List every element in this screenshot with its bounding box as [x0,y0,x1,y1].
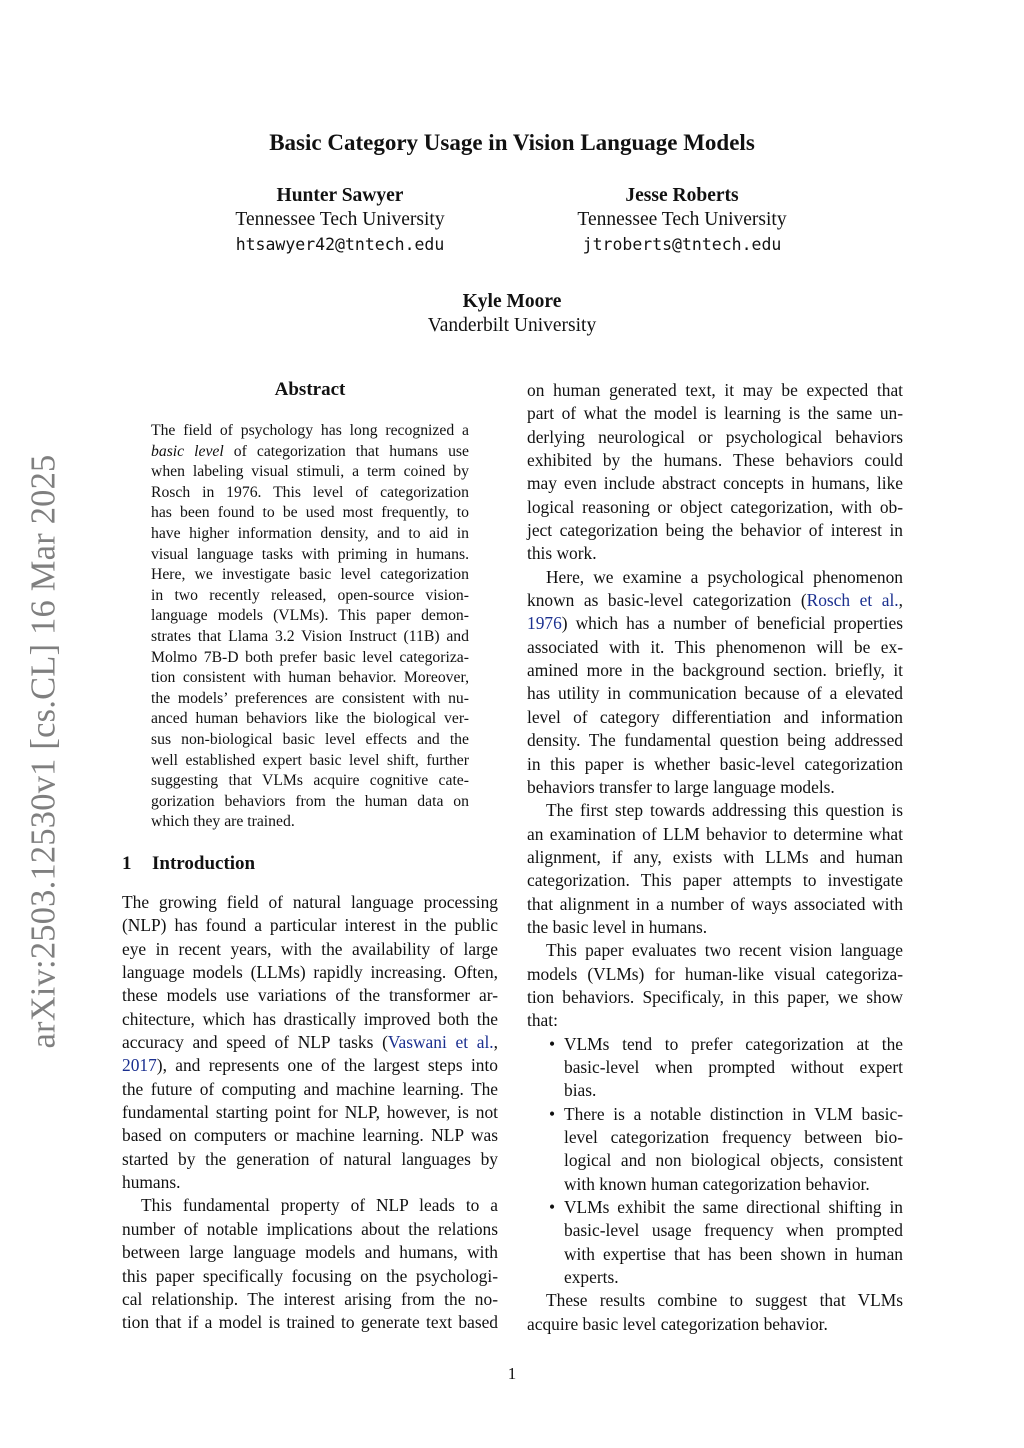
bullet-item [527,1103,903,1126]
citation-link[interactable]: Vaswani et al. [387,1032,494,1053]
abstract-line: visual language tasks with priming in humans. [151,545,469,563]
abstract-line: has been found to be used most frequently, to [151,504,469,522]
body-line: This fundamental property of NLP leads to a [141,1195,498,1216]
abstract-line: Here, we investigate basic level categorization [151,566,469,584]
abstract-emphasis: basic level [151,442,224,460]
abstract-line: anced human behaviors like the biological ver- [151,710,469,728]
paper-title: Basic Category Usage in Vision Language Models [269,130,755,155]
right-column [527,379,903,1336]
author-block [532,184,832,258]
author-name: Jesse Roberts [625,185,739,206]
abstract-line: language models (VLMs). This paper demon- [151,607,469,625]
page-number: 1 [507,1364,517,1383]
body-line: alignment, if any, exists with LLMs and human [527,846,903,867]
citation-link[interactable]: 1976 [527,613,562,634]
abstract-line: gorization behaviors from the human data on [151,792,469,810]
body-line: cal relationship. The interest arising from the no- [122,1288,498,1309]
body-line [122,1054,498,1077]
body-line: level of category differentiation and information [527,706,903,727]
body-line: on human generated text, it may be expected that [527,380,903,400]
body-line: exhibited by the humans. These behaviors could [527,450,903,471]
body-line: logical reasoning or object categorization, with ob- [527,496,903,517]
body-text: ), and represents one of the largest steps into [156,1055,498,1076]
body-line: the future of computing and machine learning. The [122,1078,498,1099]
bullet-marker: • [549,1197,556,1218]
bullet-line: basic-level when prompted without expert [564,1056,903,1077]
author-block [362,290,662,338]
bullet-line: with known human categorization behavior. [564,1173,870,1194]
abstract-line: Molmo 7B-D both prefer basic level categoriza- [151,648,469,666]
body-line: derlying neurological or psychological behaviors [527,426,903,447]
body-line: number of notable implications about the relations [122,1218,498,1239]
body-line: Here, we examine a psychological phenomenon [546,566,903,587]
body-line: that: [527,1010,558,1031]
body-line: associated with it. This phenomenon will be ex- [527,636,903,657]
body-line: These results combine to suggest that VLMs [546,1290,903,1311]
body-line: an examination of LLM behavior to determine what [527,823,903,844]
body-line: this work. [527,543,597,564]
abstract-line: which they are trained. [151,813,295,831]
body-line: this paper specifically focusing on the psychologi- [122,1265,498,1286]
abstract-line: sus non-biological basic level effects and the [151,730,469,748]
body-line: has utility in communication because of a elevated [527,683,903,704]
bullet-line: experts. [564,1267,619,1288]
body-line: The first step towards addressing this question is [546,800,903,821]
author-name: Hunter Sawyer [276,185,404,206]
arxiv-stamp [8,448,80,1054]
body-line: ject categorization being the behavior of interest in [527,520,903,541]
bullet-text: VLMs tend to prefer categorization at the [564,1033,903,1054]
bullet-text: VLMs exhibit the same directional shifting in [564,1197,903,1218]
bullet-line: level categorization frequency between bio- [564,1127,903,1147]
author-affiliation: Tennessee Tech University [577,209,787,230]
body-line: density. The fundamental question being addressed [527,730,903,751]
abstract-heading: Abstract [274,379,346,400]
body-line: may even include abstract concepts in humans, like [527,473,903,494]
body-line: chitecture, which has drastically improved both the [122,1008,498,1029]
abstract-line: in two recently released, open-source vision- [151,586,469,604]
body-line: This paper evaluates two recent vision language [546,940,903,961]
abstract-line: the models’ preferences are consistent with nu- [151,689,469,707]
abstract-line: tion consistent with human behavior. Moreover, [151,669,469,687]
body-text: , [493,1032,498,1053]
bullet-item [527,1196,903,1219]
arxiv-identifier[interactable]: arXiv:2503.12530v1 [cs.CL] 16 Mar 2025 [24,453,63,1049]
body-line [527,589,903,612]
section-number: 1 [122,853,132,874]
citation-link[interactable]: Rosch et al. [806,590,899,611]
bullet-line: basic-level usage frequency when prompted [564,1220,903,1241]
body-line: The growing field of natural language processing [122,892,498,912]
body-line: categorization. This paper attempts to investigate [527,870,903,891]
body-line [122,1031,498,1054]
bullet-line: bias. [564,1080,597,1101]
abstract-line [151,442,469,463]
abstract-line: suggesting that VLMs acquire cognitive cate- [151,772,469,790]
body-text: accuracy and speed of NLP tasks ( [122,1032,388,1053]
author-name: Kyle Moore [462,291,562,312]
body-line: based on computers or machine learning. NLP was [122,1125,498,1146]
abstract-line: The field of psychology has long recognized a [151,422,469,439]
bullet-marker: • [549,1103,556,1124]
abstract-line: well established expert basic level shift, further [151,751,469,769]
body-line: started by the generation of natural languages by [122,1148,498,1169]
section-heading-introduction [122,853,502,875]
body-line: language models (LLMs) rapidly increasing. Often, [122,962,498,983]
body-line: (NLP) has found a particular interest in the public [122,915,498,936]
body-line: tion that if a model is trained to generate text based [122,1312,498,1333]
author-affiliation: Tennessee Tech University [235,209,445,230]
bullet-marker: • [549,1033,556,1054]
body-line: in this paper is whether basic-level categorization [527,753,903,774]
body-text: , [898,590,904,611]
abstract-body [151,421,469,833]
body-line: amined more in the background section. briefly, it [527,660,903,681]
author-email[interactable]: htsawyer42@tntech.edu [235,235,445,254]
abstract-line: when labeling visual stimuli, a term coined by [151,463,469,481]
body-text: ) which has a number of beneficial properties [561,613,903,634]
body-line: behaviors transfer to large language models. [527,776,835,797]
abstract-line: strates that Llama 3.2 Vision Instruct (11B) and [151,627,469,645]
citation-link[interactable]: 2017 [122,1055,157,1076]
body-line: eye in recent years, with the availability of large [122,938,498,959]
author-block [190,184,490,258]
body-line: part of what the model is learning is the same un- [527,403,903,424]
body-line: models (VLMs) for human-like visual categoriza- [527,963,903,984]
body-line: that alignment in a number of ways associated with [527,893,903,914]
body-line: these models use variations of the transformer ar- [122,985,498,1006]
body-line: humans. [122,1172,181,1193]
body-line: between large language models and humans, with [122,1242,498,1263]
left-column [122,891,498,1335]
bullet-line: with expertise that has been shown in human [564,1243,903,1264]
abstract-text: of categorization that humans use [223,442,469,460]
section-title: Introduction [152,853,256,874]
abstract-line: Rosch in 1976. This level of categorization [151,483,469,501]
author-email[interactable]: jtroberts@tntech.edu [582,235,782,254]
body-line: tion behaviors. Specificaly, in this paper, we show [527,986,903,1007]
body-line: acquire basic level categorization behavior. [527,1313,828,1334]
body-line: the basic level in humans. [527,916,708,937]
abstract-line: have higher information density, and to aid in [151,524,469,542]
author-affiliation: Vanderbilt University [427,315,597,336]
bullet-line: logical and non biological objects, consistent [564,1150,903,1171]
body-line: fundamental starting point for NLP, however, is not [122,1102,498,1123]
bullet-text: There is a notable distinction in VLM basic- [564,1103,903,1124]
body-line [527,612,903,635]
body-text: known as basic-level categorization ( [527,590,807,611]
bullet-item [527,1033,903,1056]
